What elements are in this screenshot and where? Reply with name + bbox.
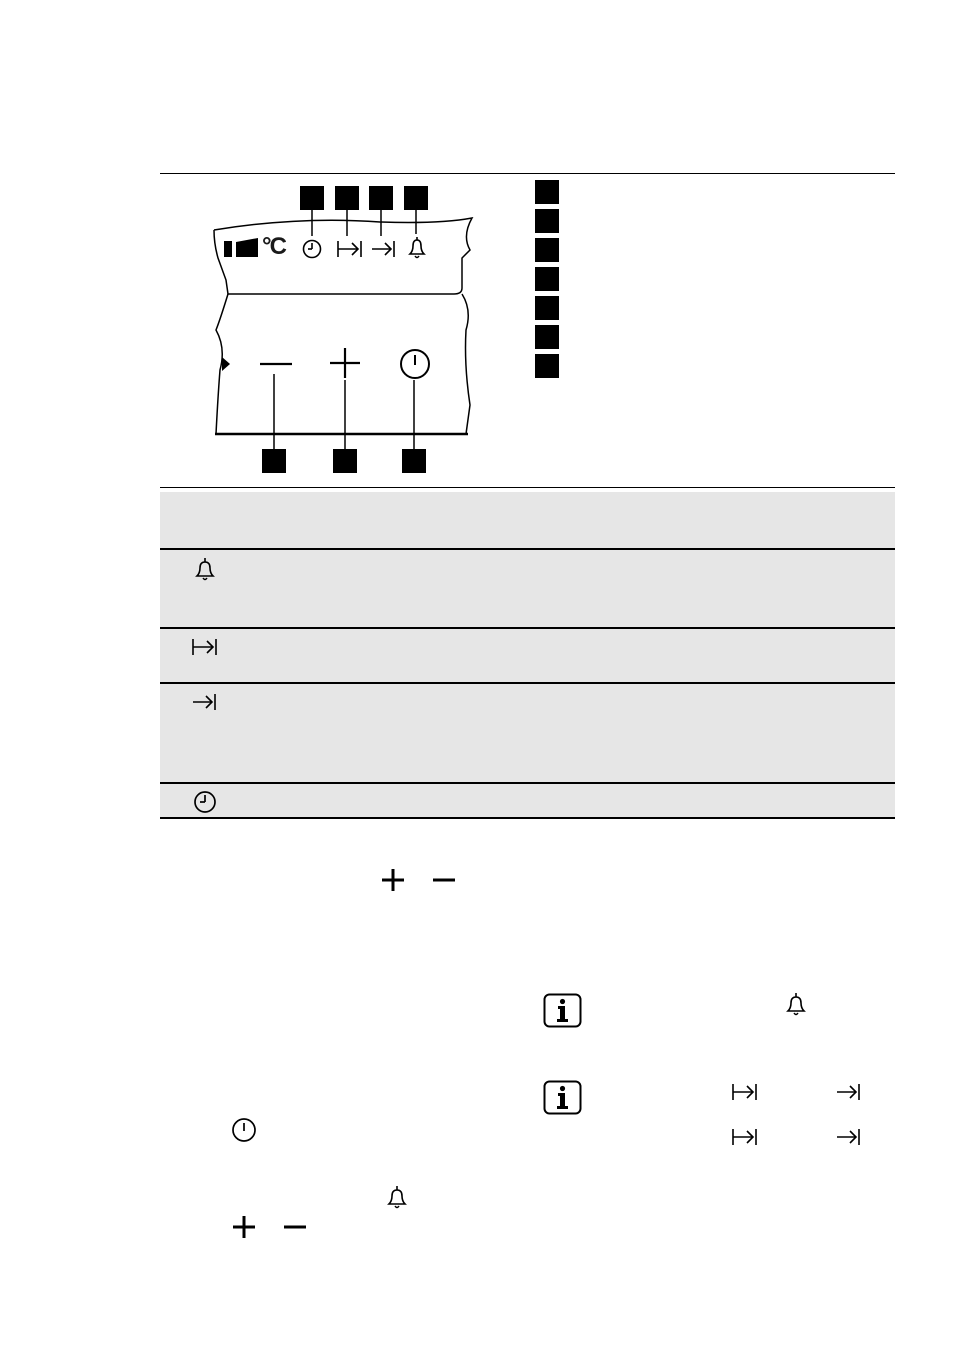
info-icon (543, 993, 583, 1029)
callout-1 (300, 186, 324, 210)
display-bell-icon (406, 236, 428, 260)
display-duration-icon (337, 240, 363, 258)
table-row-duration (160, 629, 895, 682)
clock-icon (193, 790, 217, 814)
legend-key-4 (535, 267, 559, 291)
table-top-rule (160, 487, 895, 488)
duration-icon-note-2 (732, 1128, 758, 1146)
end-icon (192, 693, 218, 711)
end-icon-note (836, 1083, 862, 1101)
plus-icon-inline (231, 1214, 257, 1240)
minus-icon (431, 867, 457, 893)
legend-key-1 (535, 180, 559, 204)
bell-icon (193, 557, 217, 583)
duration-icon-note (732, 1083, 758, 1101)
table-row-clock (160, 784, 895, 817)
temperature-bar-indicator (224, 238, 264, 258)
legend-key-2 (535, 209, 559, 233)
legend-key-6 (535, 325, 559, 349)
minus-icon-inline (282, 1214, 308, 1240)
info-icon (543, 1080, 583, 1116)
callout-2 (335, 186, 359, 210)
panel-arrow-icon (220, 356, 232, 372)
callout-lines-bottom (260, 374, 430, 454)
plus-icon (380, 867, 406, 893)
callout-4 (404, 186, 428, 210)
table-bottom-rule (160, 817, 895, 819)
legend-key-5 (535, 296, 559, 320)
display-end-icon (371, 240, 397, 258)
top-rule (160, 173, 895, 174)
duration-icon (192, 638, 218, 656)
bell-icon-note (784, 992, 808, 1018)
table-header-row (160, 492, 895, 548)
legend-key-7 (535, 354, 559, 378)
table-row-end (160, 684, 895, 782)
callout-7 (402, 449, 426, 473)
table-row-bell (160, 550, 895, 627)
end-icon-note-2 (836, 1128, 862, 1146)
callout-3 (369, 186, 393, 210)
display-clock-icon (302, 238, 324, 260)
callout-5 (262, 449, 286, 473)
bell-icon-inline (385, 1185, 409, 1211)
temperature-unit: °C (262, 233, 285, 260)
clock-button-icon (231, 1117, 257, 1143)
legend-key-3 (535, 238, 559, 262)
minus-button[interactable] (258, 352, 294, 376)
callout-6 (333, 449, 357, 473)
